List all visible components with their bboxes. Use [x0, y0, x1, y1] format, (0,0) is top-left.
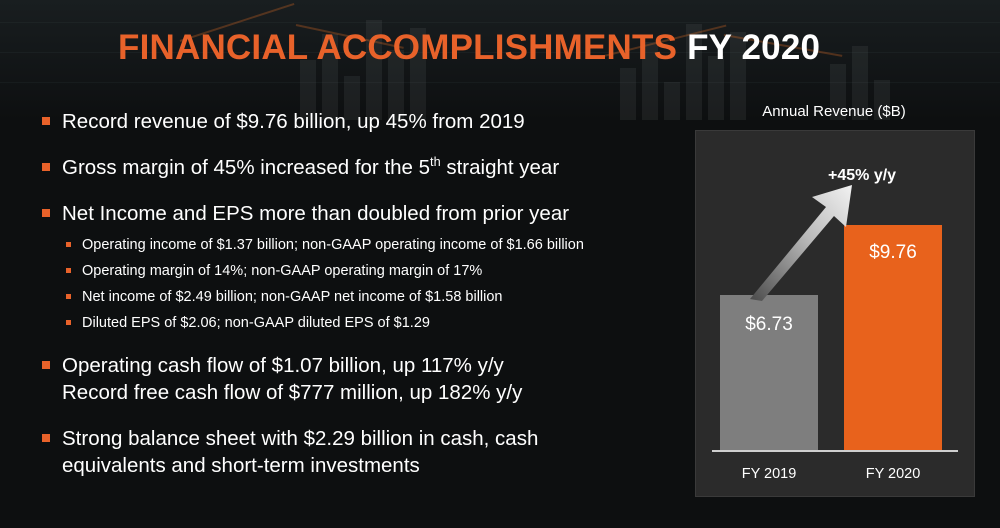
bullet-text-after: straight year — [440, 156, 560, 180]
bullet-text-before: Gross margin of 45% increased for the 5 — [62, 156, 431, 180]
sub-bullet-square-icon — [66, 268, 71, 273]
bar-label-fy2019: FY 2019 — [741, 466, 797, 482]
revenue-bar-chart — [695, 130, 975, 497]
bullet-square-icon — [42, 209, 50, 217]
bullet-text-line2: Record free cash flow of $777 million, up 182% y/y — [62, 380, 523, 404]
list-item — [40, 425, 680, 479]
list-item — [40, 352, 680, 406]
sub-bullet-list — [62, 236, 680, 332]
bullet-square-icon — [42, 117, 50, 125]
sub-bullet-text: Operating income of $1.37 billion; non-GAAP operating income of $1.66 billion — [82, 237, 584, 254]
sub-bullet-text: Diluted EPS of $2.06; non-GAAP diluted EPS of $1.29 — [82, 314, 430, 331]
bar-label-fy2020: FY 2020 — [865, 466, 921, 482]
bullet-text-line1: Operating cash flow of $1.07 billion, up 117% y/y — [62, 353, 504, 377]
bullet-superscript: th — [430, 154, 441, 170]
bullet-square-icon — [42, 163, 50, 171]
bullet-text-line1: Strong balance sheet with $2.29 billion in cash, cash — [62, 426, 539, 450]
bullet-text: Record revenue of $9.76 billion, up 45% from 2019 — [62, 110, 525, 133]
list-item — [40, 154, 680, 181]
bullet-square-icon — [42, 434, 50, 442]
page-title — [118, 28, 820, 68]
list-item — [40, 200, 680, 332]
page-title-suffix: FY 2020 — [687, 28, 821, 67]
growth-annotation: +45% y/y — [828, 167, 897, 184]
sub-bullet-text: Net income of $2.49 billion; non-GAAP net income of $1.58 billion — [82, 288, 503, 305]
sub-list-item — [62, 314, 680, 333]
bar-value-fy2019: $6.73 — [745, 314, 793, 335]
sub-bullet-square-icon — [66, 320, 71, 325]
bullet-text-line2: equivalents and short-term investments — [62, 453, 420, 477]
chart-title: Annual Revenue ($B) — [762, 103, 906, 120]
sub-bullet-text: Operating margin of 14%; non-GAAP operating margin of 17% — [82, 262, 483, 279]
growth-arrow-icon — [748, 183, 863, 301]
bullet-list — [40, 108, 680, 498]
page-title-main: FINANCIAL ACCOMPLISHMENTS — [118, 28, 678, 67]
sub-list-item — [62, 288, 680, 307]
sub-list-item — [62, 262, 680, 281]
bullet-square-icon — [42, 361, 50, 369]
list-item — [40, 108, 680, 135]
bar-value-fy2020: $9.76 — [869, 242, 917, 263]
sub-bullet-square-icon — [66, 242, 71, 247]
chart-axis-line — [712, 450, 958, 452]
sub-list-item — [62, 236, 680, 255]
bullet-text: Net Income and EPS more than doubled from prior year — [62, 202, 570, 226]
sub-bullet-square-icon — [66, 294, 71, 299]
